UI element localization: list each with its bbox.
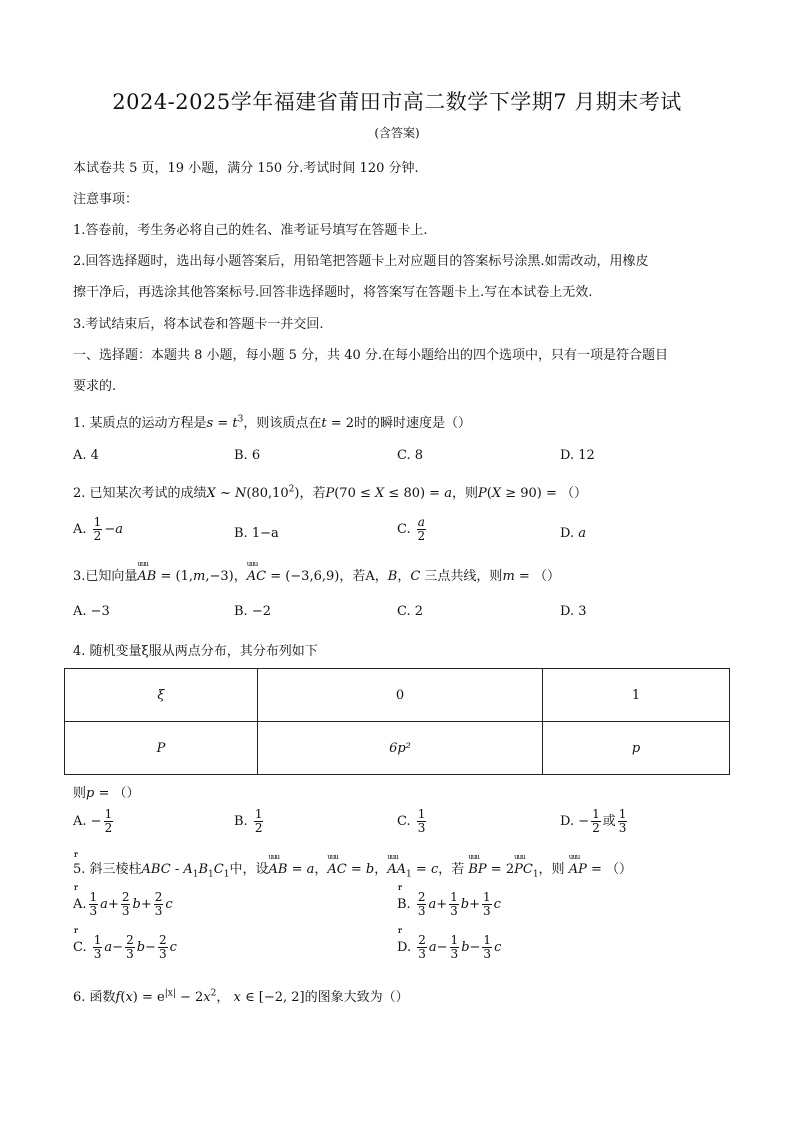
q5-option-a: A. $\frac{1}{3}$ r a+ $\frac{2}{3}$ r b+ $\frac{2}{3}$ r c	[73, 891, 173, 918]
table-row	[65, 722, 730, 775]
notice-item-2a: 2.回答选择题时，选出每小题答案后，用铅笔把答题卡上对应题目的答案标号涂黑.如需改动，用橡皮	[73, 254, 649, 269]
q2-option-d: D. a	[560, 526, 586, 541]
q3-option-c: C. 2	[397, 604, 424, 619]
q1-option-d: D. 12	[560, 448, 595, 463]
table-cell: 0	[258, 669, 543, 722]
q1-option-a: A. 4	[73, 448, 99, 463]
question-6: 6. 函数$f(x) = e^{|x|} - 2x^2$， x ∈ [−2, 2]的图象大致为（）	[73, 988, 409, 1005]
q1-option-b: B. 6	[234, 448, 261, 463]
notice-item-1: 1.答卷前，考生务必将自己的姓名、准考证号填写在答题卡上.	[73, 223, 428, 238]
q2-option-b: B. 1−a	[234, 526, 279, 541]
distribution-table	[64, 668, 730, 775]
q4-option-b: B. $\frac{1}{2}$	[234, 807, 263, 836]
q5-option-d: D. $\frac{2}{3}$ r a− $\frac{1}{3}$ r b− $\frac{1}{3}$ r c	[397, 934, 501, 961]
q5-option-c: C. $\frac{1}{3}$ r a− $\frac{2}{3}$ r b− $\frac{2}{3}$ r c	[73, 934, 177, 961]
q4-option-d: D. − $\frac{1}{2}$ 或 $\frac{1}{3}$	[560, 807, 627, 836]
q5-option-b: B. $\frac{2}{3}$ r a+ $\frac{1}{3}$ r b+ $\frac{1}{3}$ r c	[397, 891, 501, 918]
notice-item-3: 3.考试结束后，将本试卷和答题卡一并交回.	[73, 317, 324, 332]
page-subtitle: (含答案)	[374, 126, 420, 140]
q3-option-d: D. 3	[560, 604, 587, 619]
table-row	[65, 669, 730, 722]
question-1: 1. 某质点的运动方程是$s = t^3$，则该质点在t = 2时的瞬时速度是（）	[73, 414, 472, 431]
table-cell: P	[65, 722, 258, 775]
page-title: 2024-2025学年福建省莆田市高二数学下学期7 月期末考试	[112, 90, 682, 114]
q1-option-c: C. 8	[397, 448, 424, 463]
q4-option-a: A. − $\frac{1}{2}$	[73, 807, 113, 836]
section-heading-cont: 要求的.	[73, 379, 117, 394]
notice-heading: 注意事项：	[73, 192, 139, 207]
question-2: 2. 已知某次考试的成绩X ~ N(80,10$^2$)，若P(70 ≤ X ≤ 80) = a，则P(X ≥ 90) = （）	[73, 484, 588, 501]
intro-line: 本试卷共 5 页，19 小题，满分 150 分.考试时间 120 分钟.	[73, 161, 419, 176]
q3-option-b: B. −2	[234, 604, 271, 619]
q3-option-a: A. −3	[73, 604, 110, 619]
table-cell: ξ	[65, 669, 258, 722]
q4-then: 则p = （）	[73, 786, 140, 801]
question-5: 5. 斜三棱柱ABC - $A_1B_1C_1$中，设uuu AB = r a，uuu AC = r b，uuu $AA_1 = r$ c，若 uuu BP = 2uuu $PC_1$，则 uuu AP = （）	[73, 858, 632, 880]
notice-item-2b: 擦干净后，再选涂其他答案标号.回答非选择题时，将答案写在答题卡上.写在本试卷上无效.	[73, 285, 593, 300]
q4-option-c: C. $\frac{1}{3}$	[397, 807, 426, 836]
table-cell: 6p²	[258, 722, 543, 775]
q2-option-c: C. $\frac{a}{2}$	[397, 515, 426, 544]
question-4: 4. 随机变量ξ服从两点分布，其分布列如下	[73, 644, 318, 659]
section-heading: 一、选择题：本题共 8 小题，每小题 5 分，共 40 分.在每小题给出的四个选项中，只有一项是符合题目	[73, 348, 669, 363]
table-cell: p	[543, 722, 730, 775]
question-3: 3.已知向量uuu AB = (1,m,−3)，uuu AC = (−3,6,9)，若A，B，C 三点共线，则m = （）	[73, 565, 560, 584]
table-cell: 1	[543, 669, 730, 722]
q2-option-a: A. $\frac{1}{2}$ −a	[73, 515, 123, 544]
